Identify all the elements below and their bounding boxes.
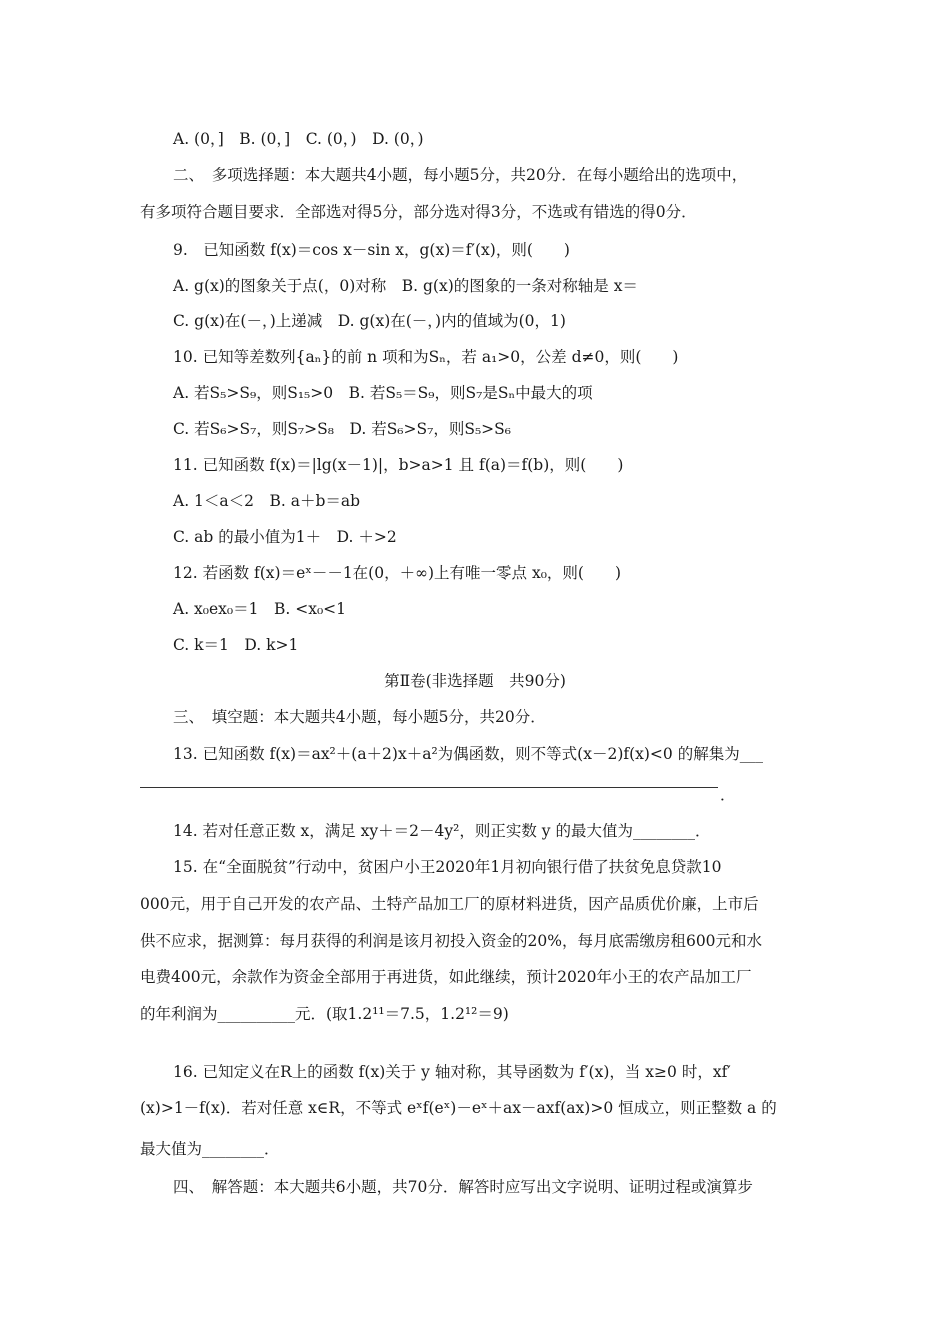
question-11: 11. 已知函数 f(x)＝|lg(x－1)|，b>a>1 且 f(a)＝f(b)，则( ) [173, 456, 624, 474]
question-16-cont-1: (x)>1－f(x)．若对任意 x∈R，不等式 eˣf(eˣ)－eˣ＋ax－axf(ax)>0 恒成立，则正整数 a 的 [140, 1099, 777, 1117]
question-12-options-cd: C. k＝1 D. k>1 [173, 636, 299, 654]
question-15: 15. 在“全面脱贫”行动中，贫困户小王2020年1月初向银行借了扶贫免息贷款10 [173, 858, 722, 876]
question-13: 13. 已知函数 f(x)＝ax²＋(a＋2)x＋a²为偶函数，则不等式(x－2)f(x)<0 的解集为___ [173, 745, 763, 763]
question-16-cont-2: 最大值为________． [140, 1140, 280, 1158]
question-10: 10. 已知等差数列{aₙ}的前 n 项和为Sₙ，若 a₁>0，公差 d≠0，则( ) [173, 348, 679, 366]
question-9: 9. 已知函数 f(x)＝cos x－sin x，g(x)＝f′(x)，则( ) [173, 241, 570, 259]
section2-heading-cont: 有多项符合题目要求．全部选对得5分，部分选对得3分，不选或有错选的得0分． [140, 203, 697, 221]
question-10-options-ab: A. 若S₅>S₉，则S₁₅>0 B. 若S₅＝S₉，则S₇是Sₙ中最大的项 [173, 384, 593, 402]
question-9-options-ab: A. g(x)的图象关于点(，0)对称 B. g(x)的图象的一条对称轴是 x＝ [173, 277, 638, 295]
section2-heading: 二、 多项选择题：本大题共4小题，每小题5分，共20分．在每小题给出的选项中， [173, 166, 748, 184]
section4-heading: 四、 解答题：本大题共6小题，共70分．解答时应写出文字说明、证明过程或演算步 [173, 1178, 753, 1196]
question-12: 12. 若函数 f(x)＝eˣ－－1在(0，＋∞)上有唯一零点 x₀，则( ) [173, 564, 622, 582]
question-13-end: ． [720, 786, 736, 804]
question-12-options-ab: A. x₀ex₀＝1 B. <x₀<1 [173, 600, 347, 618]
q8-options: A. (0，] B. (0，] C. (0，) D. (0，) [173, 130, 424, 148]
question-15-cont-3: 电费400元，余款作为资金全部用于再进货，如此继续，预计2020年小王的农产品加工厂 [140, 968, 752, 986]
answer-blank-13 [140, 787, 718, 788]
question-15-cont-2: 供不应求，据测算：每月获得的利润是该月初投入资金的20%，每月底需缴房租600元和水 [140, 932, 763, 950]
question-11-options-ab: A. 1＜a＜2 B. a＋b＝ab [173, 492, 361, 510]
question-14: 14. 若对任意正数 x，满足 xy＋＝2－4y²，则正实数 y 的最大值为________． [173, 822, 711, 840]
question-9-options-cd: C. g(x)在(－，)上递减 D. g(x)在(－，)内的值域为(0，1) [173, 312, 566, 330]
section3-heading: 三、 填空题：本大题共4小题，每小题5分，共20分． [173, 708, 546, 726]
question-15-cont-1: 000元，用于自己开发的农产品、土特产品加工厂的原材料进货，因产品质优价廉，上市后 [140, 895, 759, 913]
question-16: 16. 已知定义在R上的函数 f(x)关于 y 轴对称，其导函数为 f′(x)，当 x≥0 时，xf′ [173, 1063, 731, 1081]
volume-2-title: 第Ⅱ卷(非选择题 共90分) [384, 672, 566, 690]
question-15-cont-4: 的年利润为__________元．(取1.2¹¹＝7.5，1.2¹²＝9) [140, 1005, 509, 1023]
question-11-options-cd: C. ab 的最小值为1＋ D. ＋>2 [173, 528, 397, 546]
question-10-options-cd: C. 若S₆>S₇，则S₇>S₈ D. 若S₆>S₇，则S₅>S₆ [173, 420, 511, 438]
